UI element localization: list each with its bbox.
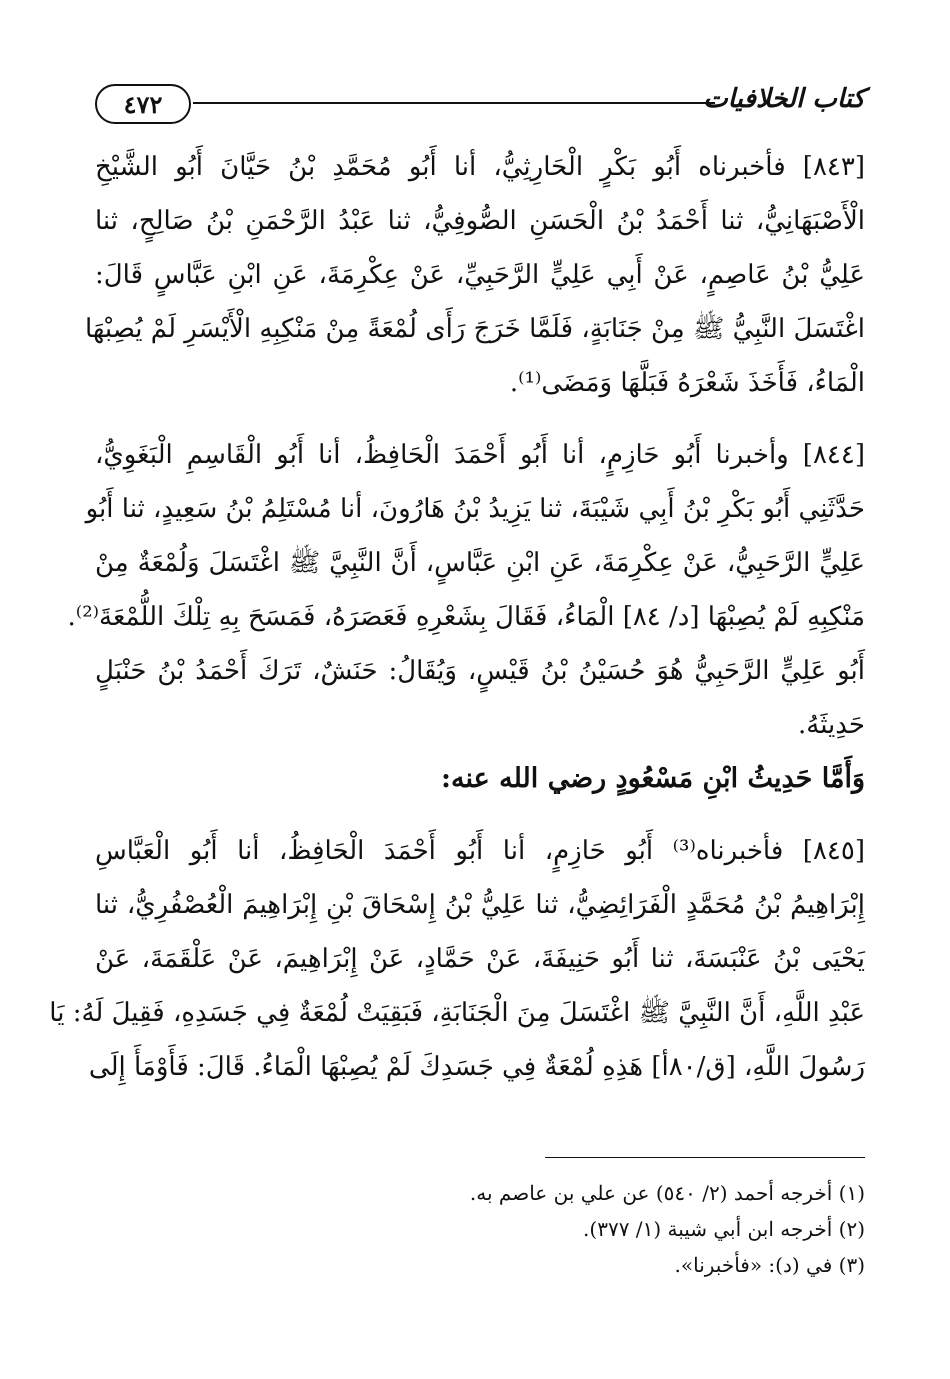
- text-line: عَبْدِ اللَّهِ، أَنَّ النَّبِيَّ ﷺ اغْتَسَلَ مِنَ الْجَنَابَةِ، فَبَقِيَتْ لُمْعَةٌ فِي جَسَدِهِ، فَقِيلَ لَهُ: يَا: [49, 998, 865, 1028]
- text-line: الْأَصْبَهَانِيُّ، ثنا أَحْمَدُ بْنُ الْحَسَنِ الصُّوفِيُّ، ثنا عَبْدُ الرَّحْمَنِ بْنُ صَالِحٍ، ثنا: [95, 206, 865, 236]
- book-title: كتاب الخلافيات: [703, 84, 865, 114]
- text-line: الْمَاءُ، فَأَخَذَ شَعْرَهُ فَبَلَّهَا وَمَضَى⁽¹⁾.: [509, 368, 865, 398]
- footnote: (١) أخرجه أحمد (٢/ ٥٤٠) عن علي بن عاصم به.: [469, 1181, 865, 1205]
- text-line: عَلِيُّ بْنُ عَاصِمٍ، عَنْ أَبِي عَلِيٍّ الرَّحَبِيِّ، عَنْ عِكْرِمَةَ، عَنِ ابْنِ عَبَّاسٍ قَالَ:: [95, 260, 865, 290]
- footnotes: [95, 1175, 865, 1283]
- text-line: حَدَّثَنِي أَبُو بَكْرِ بْنُ أَبِي شَيْبَةَ، ثنا يَزِيدُ بْنُ هَارُونَ، أنا مُسْتَلِمُ بْنُ سَعِيدٍ، ثنا أَبُو: [85, 494, 865, 524]
- page-number-badge: ٤٧٢: [95, 84, 191, 124]
- section-heading: وَأَمَّا حَدِيثُ ابْنِ مَسْعُودٍ رضي الله عنه:: [441, 763, 865, 794]
- text-line: يَحْيَى بْنُ عَنْبَسَةَ، ثنا أَبُو حَنِيفَةَ، عَنْ حَمَّادٍ، عَنْ إِبْرَاهِيمَ، عَنْ عَلْقَمَةَ، عَنْ: [95, 944, 865, 974]
- body-text: [49, 140, 865, 1094]
- text-line: مَنْكِبِهِ لَمْ يُصِبْهَا [د/ ٨٤] الْمَاءُ، فَقَالَ بِشَعْرِهِ فَعَصَرَهُ، فَمَسَحَ بِهِ تِلْكَ اللُّمْعَةَ⁽²⁾.: [67, 602, 865, 632]
- text-line: [٨٤٥] فأخبرناه⁽³⁾ أَبُو حَازِمٍ، أنا أَبُو أَحْمَدَ الْحَافِظُ، أنا أَبُو الْعَبَّاسِ: [95, 836, 865, 866]
- text-line: عَلِيٍّ الرَّحَبِيُّ، عَنْ عِكْرِمَةَ، عَنِ ابْنِ عَبَّاسٍ، أَنَّ النَّبِيَّ ﷺ اغْتَسَلَ وَلُمْعَةٌ مِنْ: [95, 548, 865, 578]
- text-line: [٨٤٤] وأخبرنا أَبُو حَازِمٍ، أنا أَبُو أَحْمَدَ الْحَافِظُ، أنا أَبُو الْقَاسِمِ الْبَغَوِيُّ،: [95, 440, 865, 470]
- text-line: إِبْرَاهِيمُ بْنُ مُحَمَّدٍ الْفَرَائِضِيُّ، ثنا عَلِيُّ بْنُ إِسْحَاقَ بْنِ إِبْرَاهِيمَ الْعُصْفُرِيُّ، ثنا: [95, 890, 865, 920]
- text-line: حَدِيثَهُ.: [797, 710, 865, 740]
- footnote: (٣) في (د): «فأخبرنا».: [674, 1253, 865, 1277]
- text-line: اغْتَسَلَ النَّبِيُّ ﷺ مِنْ جَنَابَةٍ، فَلَمَّا خَرَجَ رَأَى لُمْعَةً مِنْ مَنْكِبِهِ الْأَيْسَرِ لَمْ يُصِبْهَا: [84, 314, 865, 344]
- text-line: رَسُولَ اللَّهِ، [ق/٨٠أ] هَذِهِ لُمْعَةٌ فِي جَسَدِكَ لَمْ يُصِبْهَا الْمَاءُ. قَالَ: فَأَوْمَأَ إِلَى: [88, 1052, 865, 1082]
- footnote: (٢) أخرجه ابن أبي شيبة (١/ ٣٧٧).: [583, 1217, 865, 1241]
- header-rule: [193, 102, 715, 104]
- footnote-rule: [545, 1157, 865, 1158]
- text-line: أَبُو عَلِيٍّ الرَّحَبِيُّ هُوَ حُسَيْنُ بْنُ قَيْسٍ، وَيُقَالُ: حَنَشٌ، تَرَكَ أَحْمَدُ بْنُ حَنْبَلٍ: [95, 656, 865, 686]
- text-line: [٨٤٣] فأخبرناه أَبُو بَكْرٍ الْحَارِثِيُّ، أنا أَبُو مُحَمَّدِ بْنُ حَيَّانَ أَبُو الشَّيْخِ: [95, 152, 865, 182]
- running-header: [95, 78, 865, 126]
